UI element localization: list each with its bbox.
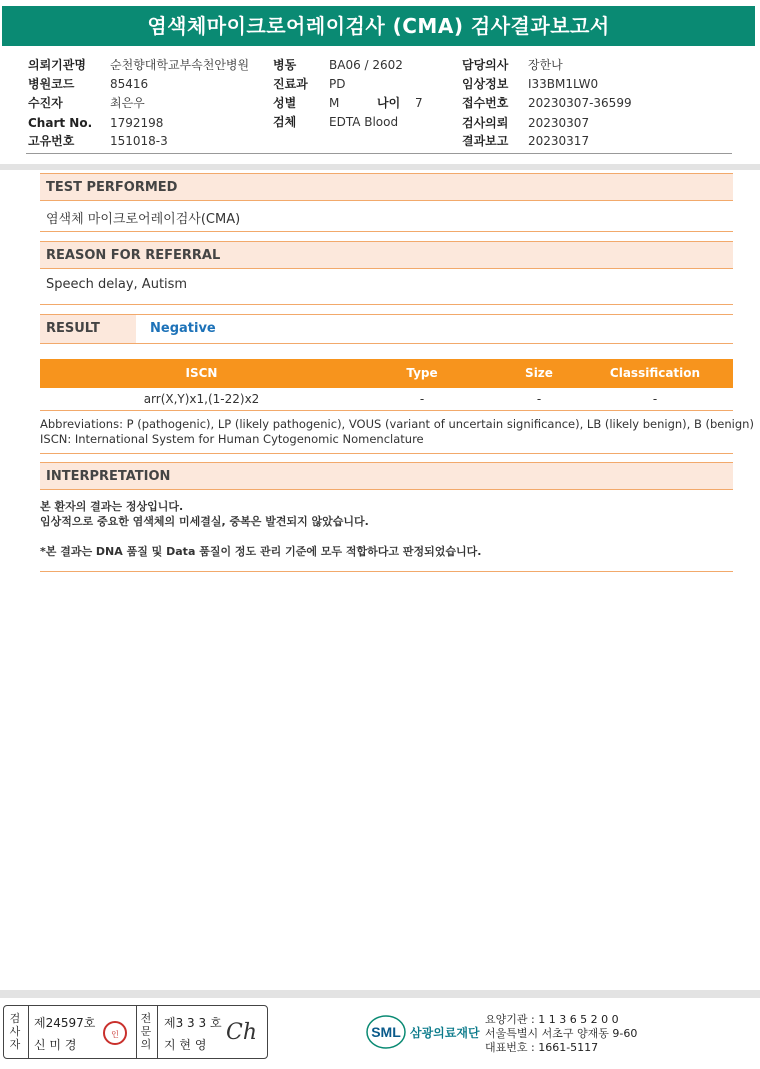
- col-iscn: ISCN: [185, 366, 218, 380]
- value-institution: 순천향대학교부속천안병원: [110, 58, 250, 72]
- label-age: 나이: [377, 96, 401, 110]
- iscn-table-header: [40, 359, 733, 388]
- divider: [28, 1006, 29, 1058]
- result-value: Negative: [150, 321, 216, 336]
- org-address: [485, 1013, 637, 1055]
- value-report-date: 20230317: [528, 134, 590, 148]
- label-unique-no: 고유번호: [28, 134, 75, 148]
- examiner-license: 제24597호: [34, 1016, 96, 1030]
- interpretation-line: 본 환자의 결과는 정상입니다.: [40, 500, 184, 513]
- specialist-name: 지 현 영: [164, 1038, 207, 1052]
- test-performed-value: 염색체 마이크로어레이검사(CMA): [46, 212, 241, 227]
- label-chart-no: Chart No.: [28, 116, 93, 130]
- address-line: 서울특별시 서초구 양재동 9-60: [485, 1027, 638, 1040]
- header-band: [0, 164, 760, 170]
- col-classification: Classification: [609, 366, 701, 380]
- value-request-date: 20230307: [528, 116, 590, 130]
- result-row: [40, 314, 733, 344]
- abbreviation-line: Abbreviations: P (pathogenic), LP (likely pathogenic), VOUS (variant of uncertain significance), LB (likely benign), B (benign): [40, 417, 754, 431]
- value-patient: 최은우: [110, 96, 145, 110]
- specialist-license: 제3 3 3 호: [164, 1016, 222, 1030]
- label-department: 진료과: [273, 77, 308, 91]
- cell-size: -: [536, 392, 542, 406]
- examiner-name: 신 미 경: [34, 1038, 77, 1052]
- address-line: 대표번호 : 1661-5117: [485, 1041, 599, 1054]
- label-receipt-no: 접수번호: [462, 96, 509, 110]
- cell-classification: -: [652, 392, 658, 406]
- label-specimen: 검체: [273, 115, 297, 129]
- referral-value: Speech delay, Autism: [46, 277, 188, 292]
- result-label: RESULT: [40, 315, 136, 343]
- signature: Ch: [226, 1020, 258, 1045]
- table-row: [40, 389, 733, 411]
- divider: [136, 1006, 137, 1058]
- referral-heading: REASON FOR REFERRAL: [40, 241, 733, 269]
- test-performed-heading: TEST PERFORMED: [40, 173, 733, 201]
- value-physician: 장한나: [528, 58, 563, 72]
- examiner-label: 검사자: [9, 1012, 21, 1051]
- label-patient: 수진자: [28, 96, 63, 110]
- divider: [40, 453, 733, 454]
- signature-box: [3, 1005, 268, 1059]
- sml-logo-icon: [366, 1014, 406, 1050]
- value-ward: BA06 / 2602: [329, 58, 403, 72]
- value-chart-no: 1792198: [110, 116, 164, 130]
- seal-stamp: 인: [103, 1021, 127, 1045]
- iscn-definition: ISCN: International System for Human Cytogenomic Nomenclature: [40, 432, 424, 446]
- report-title: 염색체마이크로어레이검사 (CMA) 검사결과보고서: [2, 6, 755, 46]
- value-sex: M: [329, 96, 340, 110]
- divider: [157, 1006, 158, 1058]
- col-type: Type: [406, 366, 438, 380]
- interpretation-line: 임상적으로 중요한 염색체의 미세결실, 중복은 발견되지 않았습니다.: [40, 515, 369, 528]
- col-size: Size: [525, 366, 553, 380]
- value-unique-no: 151018-3: [110, 134, 168, 148]
- interpretation-heading: INTERPRETATION: [40, 462, 733, 490]
- label-report-date: 결과보고: [462, 134, 509, 148]
- value-specimen: EDTA Blood: [329, 115, 399, 129]
- label-clinical-info: 임상정보: [462, 77, 509, 91]
- label-physician: 담당의사: [462, 58, 509, 72]
- value-clinical-info: I33BM1LW0: [528, 77, 599, 91]
- value-age: 7: [415, 96, 423, 110]
- divider: [40, 571, 733, 572]
- label-institution: 의뢰기관명: [28, 58, 86, 72]
- sml-logo-text: SML: [371, 1024, 401, 1040]
- address-line: 요양기관 : 1 1 3 6 5 2 0 0: [485, 1013, 619, 1026]
- divider: [40, 231, 733, 232]
- specialist-label: 전문의: [140, 1012, 152, 1051]
- label-hospital-code: 병원코드: [28, 77, 75, 91]
- label-request-date: 검사의뢰: [462, 116, 509, 130]
- value-receipt-no: 20230307-36599: [528, 96, 632, 110]
- value-hospital-code: 85416: [110, 77, 149, 91]
- cell-iscn: arr(X,Y)x1,(1-22)x2: [143, 392, 260, 406]
- cell-type: -: [419, 392, 425, 406]
- label-sex: 성별: [273, 96, 297, 110]
- divider: [40, 304, 733, 305]
- abbreviations: [40, 417, 754, 447]
- org-name: 삼광의료재단: [410, 1026, 480, 1040]
- value-department: PD: [329, 77, 346, 91]
- header-divider: [26, 153, 732, 154]
- footer-band: [0, 990, 760, 998]
- interpretation-note: *본 결과는 DNA 품질 및 Data 품질이 정도 관리 기준에 모두 적합하다고 판정되었습니다.: [40, 545, 482, 558]
- label-ward: 병동: [273, 58, 297, 72]
